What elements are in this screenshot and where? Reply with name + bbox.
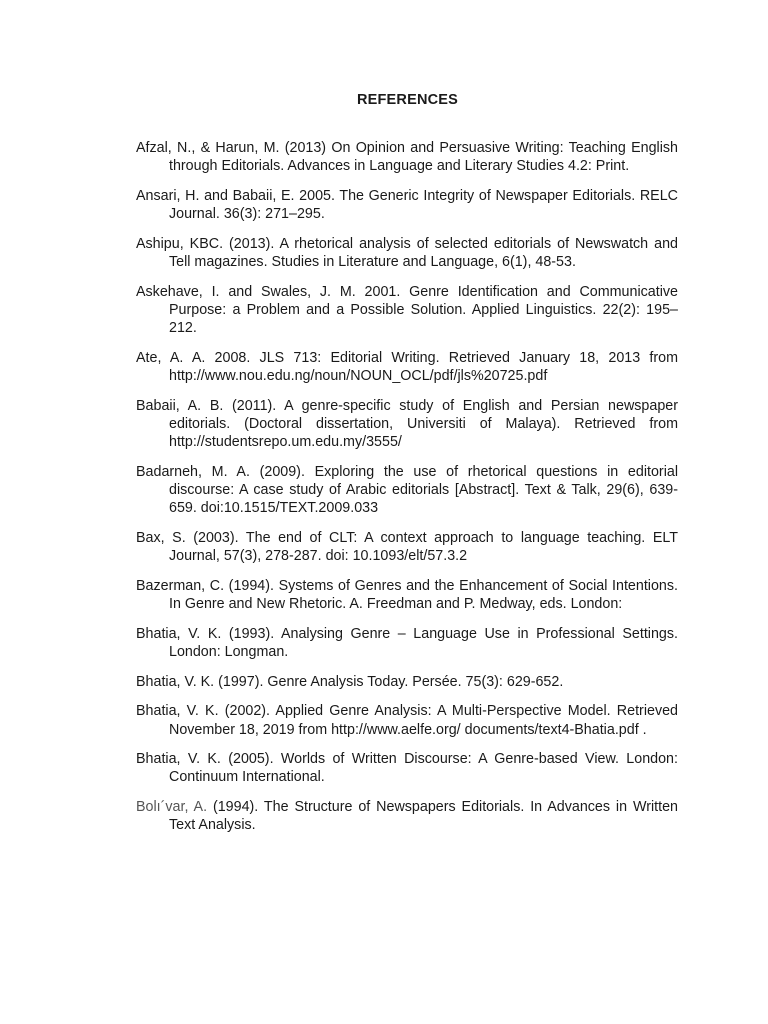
reference-entry: Afzal, N., & Harun, M. (2013) On Opinion and Persuasive Writing: Teaching English through Editorials. Advances in Language and Literary Studies 4.2: Print. bbox=[136, 140, 678, 175]
reference-entry: Bhatia, V. K. (2002). Applied Genre Analysis: A Multi-Perspective Model. Retrieved November 18, 2019 from http://www.aelfe.org/ documents/text4-Bhatia.pdf . bbox=[136, 703, 678, 738]
reference-entry: Bhatia, V. K. (2005). Worlds of Written Discourse: A Genre-based View. London: Continuum International. bbox=[136, 751, 678, 786]
reference-entry: Bhatia, V. K. (1993). Analysing Genre – Language Use in Professional Settings. London: Longman. bbox=[136, 625, 678, 660]
reference-entry: Ate, A. A. 2008. JLS 713: Editorial Writing. Retrieved January 18, 2013 from http://www.nou.edu.ng/noun/NOUN_OCL/pdf/jls%20725.pdf bbox=[136, 349, 678, 385]
reference-details: (1994). The Structure of Newspapers Editorials. In Advances in Written Text Analysis. bbox=[169, 799, 678, 834]
reference-entry: Badarneh, M. A. (2009). Exploring the use of rhetorical questions in editorial discourse: A case study of Arabic editorials [Abstract]. Text & Talk, 29(6), 639-659. doi:10.1515/TEXT.2009.033 bbox=[136, 463, 678, 517]
reference-author: Bolı´var, A. bbox=[136, 799, 208, 816]
reference-entry: Bax, S. (2003). The end of CLT: A context approach to language teaching. ELT Journal, 57(3), 278-287. doi: 10.1093/elt/57.3.2 bbox=[136, 529, 678, 565]
reference-list bbox=[136, 139, 678, 846]
reference-entry: Ansari, H. and Babaii, E. 2005. The Generic Integrity of Newspaper Editorials. RELC Journal. 36(3): 271–295. bbox=[136, 187, 678, 223]
reference-entry: Babaii, A. B. (2011). A genre-specific study of English and Persian newspaper editorials. (Doctoral dissertation, Universiti of Malaya). Retrieved from http://studentsrepo.um.edu.my/3555/ bbox=[136, 397, 678, 451]
reference-entry: Bazerman, C. (1994). Systems of Genres and the Enhancement of Social Intentions. In Genre and New Rhetoric. A. Freedman and P. Medway, eds. London: bbox=[136, 577, 678, 613]
reference-entry: Bhatia, V. K. (1997). Genre Analysis Today. Persée. 75(3): 629-652. bbox=[136, 673, 564, 690]
reference-entry: Askehave, I. and Swales, J. M. 2001. Genre Identification and Communicative Purpose: a Problem and a Possible Solution. Applied Linguistics. 22(2): 195–212. bbox=[136, 283, 678, 337]
reference-entry: Ashipu, KBC. (2013). A rhetorical analysis of selected editorials of Newswatch and Tell magazines. Studies in Literature and Language, 6(1), 48-53. bbox=[136, 235, 678, 271]
page-title: REFERENCES bbox=[356, 92, 459, 108]
reference-entry bbox=[136, 798, 678, 834]
